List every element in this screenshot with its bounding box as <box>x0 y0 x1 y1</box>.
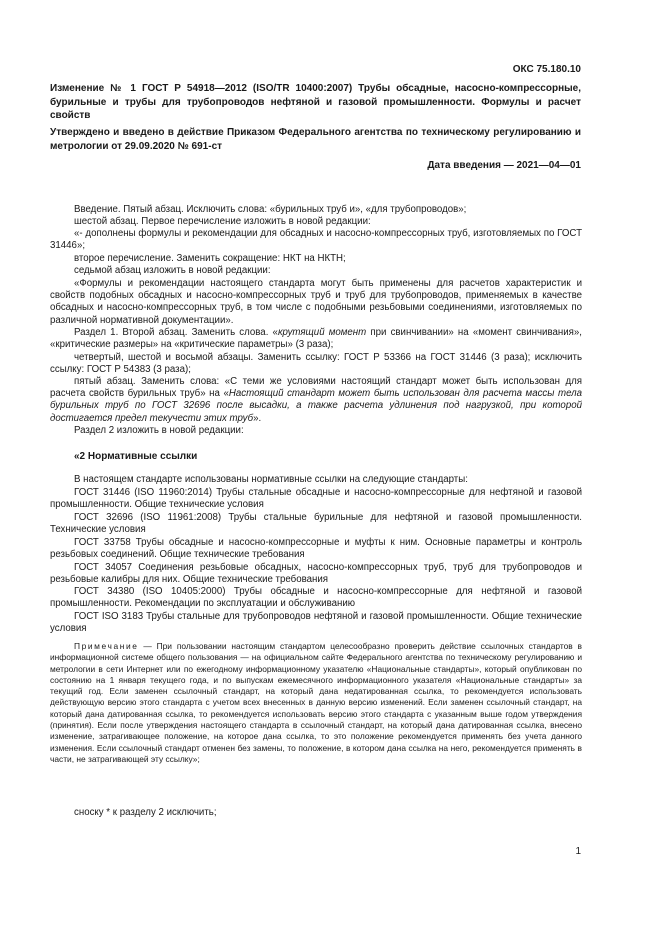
paragraph-section-1: Раздел 1. Второй абзац. Заменить слова. «крутящий момент при свинчивании» на «момент свинчивания», «критические размеры» на «критические параметры» (3 раза); <box>50 327 582 351</box>
note-text: — При пользовании настоящим стандартом целесообразно проверить действие ссылочных стандартов в информационной системе общего пользования — на официальном сайте Федерального агентства по техническому регулированию и метрологии в сети Интернет или по ежегодному информационному указателю «Национальные стандарты», который опубликован по состоянию на 1 января текущего года, и по выпускам ежемесячного информационного указателя «Национальные стандарты» за текущий год. Если заменен ссылочный стандарт, на который дана недатированная ссылка, то рекомендуется использовать действующую версию этого стандарта с учетом всех внесенных в данную версию изменений. Если заменен ссылочный стандарт, на который дана датированная ссылка, то рекомендуется использовать версию этого стандарта с указанным выше годом утверждения (принятия). Если после утверждения настоящего стандарта в ссылочный стандарт, на который дана датированная ссылка, внесено изменение, затрагивающее положение, на которое дана ссылка, то это положение рекомендуется применять без учета данного изменения. Если ссылочный стандарт отменен без замены, то положение, в котором дана ссылка на него, рекомендуется применять в части, не затрагивающей эту ссылку»; <box>50 641 582 764</box>
note <box>50 641 582 765</box>
paragraph-sixth: шестой абзац. Первое перечисление изложить в новой редакции: <box>74 216 371 227</box>
paragraph-footnote-removal: сноску * к разделу 2 исключить; <box>74 807 217 818</box>
reference-item: ГОСТ ISO 3183 Трубы стальные для трубопроводов нефтяной и газовой промышленности. Общие технические условия <box>50 611 582 635</box>
amendment-title: Изменение № 1 ГОСТ Р 54918—2012 (ISO/TR 10400:2007) Трубы обсадные, насосно-компрессорные, бурильные и трубы для трубопроводов нефтяной и газовой промышленности. Формулы и расчет свойств <box>50 83 581 121</box>
effective-date: Дата введения — 2021—04—01 <box>427 160 581 171</box>
classification-code: ОКС 75.180.10 <box>512 64 581 75</box>
emphasized-text: Настоящий стандарт может быть использован для расчета массы тела бурильных труб по ГОСТ 32696 после высадки, а также расчета удлинения под нагрузкой, при которой достигается предел текучести этих труб <box>50 388 582 424</box>
references-intro: В настоящем стандарте использованы нормативные ссылки на следующие стандарты: <box>74 474 468 485</box>
paragraph-abbreviation: второе перечисление. Заменить сокращение: НКТ на НКТН; <box>74 253 346 264</box>
page-number: 1 <box>575 846 581 857</box>
paragraph-enumeration: «- дополнены формулы и рекомендации для обсадных и насосно-компрессорных труб, изготовляемых по ГОСТ 31446»; <box>50 228 582 252</box>
paragraph-introduction: Введение. Пятый абзац. Исключить слова: «бурильных труб и», «для трубопроводов»; <box>74 204 467 215</box>
reference-item: ГОСТ 34057 Соединения резьбовые обсадных, насосно-компрессорных труб, труб для трубопроводов и резьбовые калибры для них. Общие технические требования <box>50 562 582 586</box>
section-heading: «2 Нормативные ссылки <box>74 451 198 462</box>
paragraph-fourth-sixth-eighth: четвертый, шестой и восьмой абзацы. Заменить ссылку: ГОСТ Р 53366 на ГОСТ 31446 (3 раза); исключить ссылку: ГОСТ Р 54383 (3 раза); <box>50 352 582 376</box>
reference-item: ГОСТ 32696 (ISO 11961:2008) Трубы стальные бурильные для нефтяной и газовой промышленности. Технические условия <box>50 512 582 536</box>
paragraph-fifth: пятый абзац. Заменить слова: «С теми же условиями настоящий стандарт может быть использован для расчета свойств бурильных труб» на «Настоящий стандарт может быть использован для расчета массы тела бурильных труб по ГОСТ 32696 после высадки, а также расчета удлинения под нагрузкой, при которой достигается предел текучести этих труб». <box>50 376 582 424</box>
paragraph-seventh: седьмой абзац изложить в новой редакции: <box>74 265 271 276</box>
reference-item: ГОСТ 34380 (ISO 10405:2000) Трубы обсадные и насосно-компрессорные для нефтяной и газовой промышленности. Рекомендации по эксплуатации и обслуживанию <box>50 586 582 610</box>
paragraph-section-2: Раздел 2 изложить в новой редакции: <box>74 425 244 436</box>
paragraph-quote: «Формулы и рекомендации настоящего стандарта могут быть применены для расчетов характеристик и свойств подобных обсадных и насосно-компрессорных труб и труб для трубопроводов, применяемых в качестве обсадных и насосно-компрессорных труб, в том числе с подобными резьбовыми соединениями, изготовляемых по различной нормативной документации». <box>50 278 582 326</box>
approval-statement: Утверждено и введено в действие Приказом Федерального агентства по техническому регулированию и метрологии от 29.09.2020 № 691-ст <box>50 127 581 152</box>
reference-item: ГОСТ 31446 (ISO 11960:2014) Трубы стальные обсадные и насосно-компрессорные для нефтяной и газовой промышленности. Общие технические условия <box>50 487 582 511</box>
emphasized-text: крутящий момент <box>277 327 367 338</box>
reference-item: ГОСТ 33758 Трубы обсадные и насосно-компрессорные и муфты к ним. Основные параметры и контроль резьбовых соединений. Общие технические требования <box>50 537 582 561</box>
note-label: Примечание <box>74 641 139 651</box>
